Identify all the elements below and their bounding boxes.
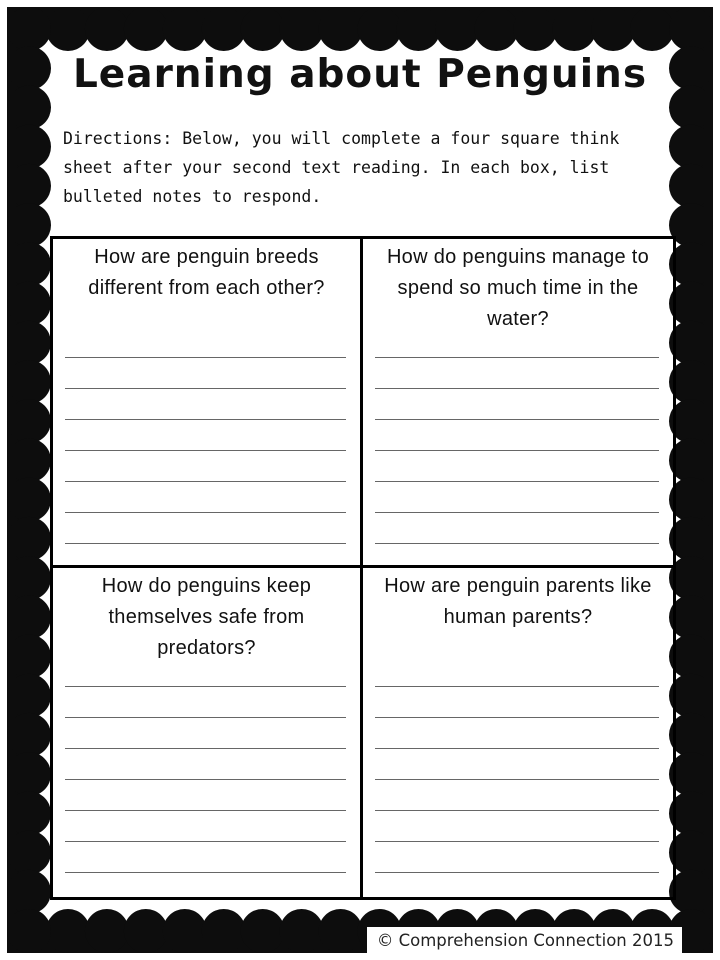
question-predators: How do penguins keep themselves safe from predators?: [101, 575, 312, 659]
four-square-grid: [50, 236, 676, 900]
box-water: [363, 239, 673, 568]
answer-line[interactable]: [375, 717, 659, 718]
answer-line[interactable]: [375, 543, 659, 544]
box-parents: [363, 568, 673, 897]
answer-lines[interactable]: [65, 568, 346, 897]
answer-line[interactable]: [375, 481, 659, 482]
answer-line[interactable]: [375, 841, 659, 842]
answer-lines[interactable]: [375, 239, 659, 565]
answer-line[interactable]: [65, 872, 346, 873]
copyright-footer: © Comprehension Connection 2015: [367, 927, 682, 953]
answer-lines[interactable]: [65, 239, 346, 565]
answer-line[interactable]: [65, 512, 346, 513]
answer-line[interactable]: [375, 512, 659, 513]
answer-line[interactable]: [65, 357, 346, 358]
answer-line[interactable]: [65, 810, 346, 811]
worksheet-title: Learning about Penguins: [72, 52, 648, 97]
answer-line[interactable]: [65, 779, 346, 780]
answer-line[interactable]: [65, 841, 346, 842]
answer-line[interactable]: [65, 543, 346, 544]
answer-line[interactable]: [65, 481, 346, 482]
answer-line[interactable]: [65, 717, 346, 718]
question-breeds: How are penguin breeds different from each other?: [88, 246, 325, 299]
answer-line[interactable]: [65, 686, 346, 687]
answer-line[interactable]: [375, 388, 659, 389]
answer-line[interactable]: [65, 419, 346, 420]
answer-line[interactable]: [375, 810, 659, 811]
question-water: How do penguins manage to spend so much time in the water?: [386, 246, 650, 330]
answer-line[interactable]: [375, 748, 659, 749]
answer-line[interactable]: [375, 779, 659, 780]
answer-line[interactable]: [65, 450, 346, 451]
box-predators: [53, 568, 363, 897]
box-breeds: [53, 239, 363, 568]
answer-line[interactable]: [65, 388, 346, 389]
answer-line[interactable]: [375, 357, 659, 358]
answer-line[interactable]: [375, 450, 659, 451]
answer-line[interactable]: [65, 748, 346, 749]
question-parents: How are penguin parents like human parents?: [384, 575, 652, 628]
answer-line[interactable]: [375, 686, 659, 687]
directions-text: Directions: Below, you will complete a four square think sheet after your second text reading. In each box, list bulleted notes to respond.: [63, 129, 620, 206]
answer-line[interactable]: [375, 419, 659, 420]
answer-line[interactable]: [375, 872, 659, 873]
answer-lines[interactable]: [375, 568, 659, 897]
